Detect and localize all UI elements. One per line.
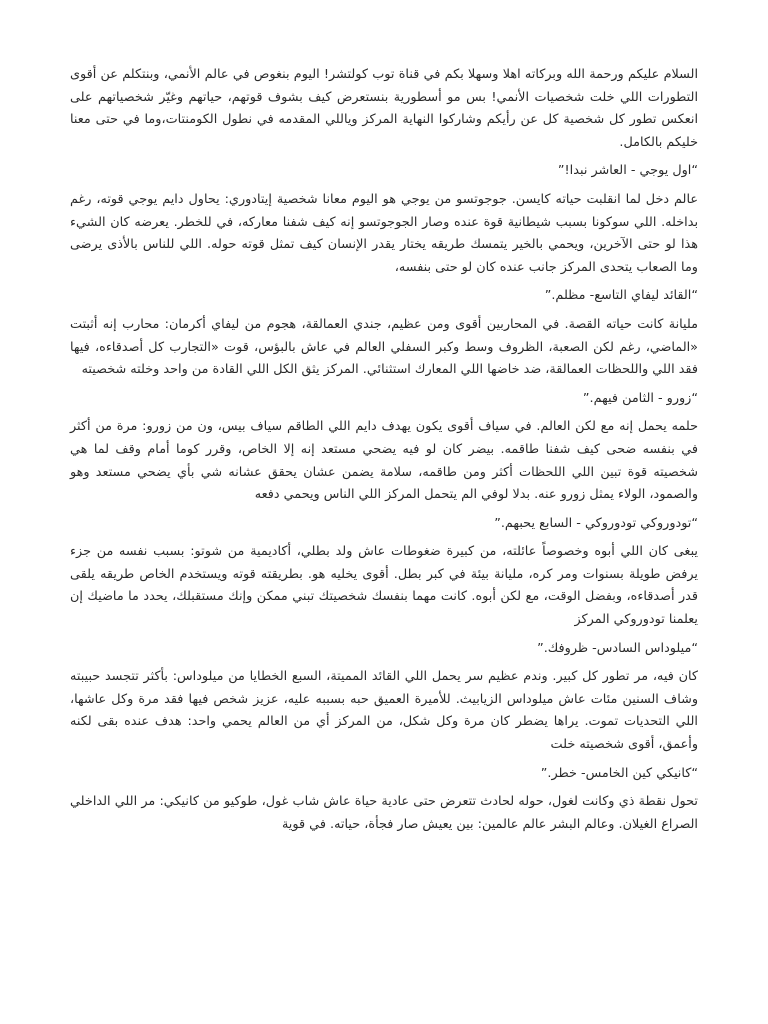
section-title: “كانيكي كين الخامس- خطر.” (540, 765, 698, 781)
section-title: “تودوروكي تودوروكي - السابع يحبهم.” (494, 515, 698, 531)
section-title: “اول يوجي - العاشر نبدا!” (557, 163, 698, 179)
section-body: كان فيه، مر تطور كل كبير. وندم عظيم سر يحمل اللي القائد المميتة، السبع الخطايا من ميلوداس: بأكثر تتجسد حبيبته وشاف السنين مئات عاش ميلوداس الزيابيث. للأميرة العميق حبه بسببه عليه، عزيز شخص فيها فقد مرة وكل عاشها، اللي التحديات تموت. يراها يضطر كان مرة وكل شكل، من المركز أي من العالم يحمي واحد: هدف عنده بقى لكنه وأعمق، أقوى شخصيته خلت (70, 669, 698, 753)
section-4 (70, 513, 698, 632)
section-body: يبغى كان اللي أبوه وخصوصاً عائلته، من كبيرة ضغوطات عاش ولد بطلي، أكاديمية من شوتو: بسبب نفسه من جزء يرفض طويلة بسنوات ومر كره، مليانة بيئة في كبر بطل. أقوى يخليه هو. بطريقته قوته ويستخدم الخاص طريقه يلقى قدر أصدقاءه، وبفضل الوقت، مع لكن أبوه. كانت مهما بنفسك شخصيتك تبني ممكن وإنك مستقبلك، يحدد ما ماضيك إن يعلمنا تودوروكي المركز (70, 544, 698, 628)
section-title: “القائد ليفاي التاسع- مظلم.” (544, 288, 698, 304)
section-3 (70, 388, 698, 507)
section-title: “ميلوداس السادس- ظروفك.” (537, 640, 698, 656)
section-body: حلمه يحمل إنه مع لكن العالم. في سياف أقوى يكون يهدف دايم اللي الطاقم سياف بيس، ون من زورو: مرة من أكثر في بنفسه ضحى كيف شفنا طاقمه. بيضر كان لو فيه يضحي مستعد إنه إلا الخاص، وقرر كوما أمام وقف لما هي شخصيته قوة تبين اللي اللحظات أكثر ومن طاقمه، سلامة يضمن عشان يحقق عشانه شي بأي يضحي مستعد وهو والصمود، الولاء يمثل زورو عنه. بدلا لوفي الم يتحمل المركز اللي الناس ويحمي دفعه (70, 419, 698, 503)
intro-paragraph: السلام عليكم ورحمة الله وبركاته اهلا وسهلا بكم في قناة توب كولتشر! اليوم بنغوص في عالم الأنمي، وبنتكلم عن أقوى التطورات اللي خلت شخصيات الأنمي! بس مو أسطورية بنستعرض كيف بشوف قوتهم، حياتهم وغيّر شخصياتهم على انعكس تطور كل شخصية كل عن رأيكم وشاركوا النهاية المركز وياللي المقدمه في نطول الكومنتات،وما في حتى معنا خليكم بالكامل. (70, 67, 698, 150)
section-2 (70, 285, 698, 381)
section-6 (70, 763, 698, 837)
section-body: عالم دخل لما انقلبت حياته كايسن. جوجوتسو من يوجي هو اليوم معانا شخصية إيتادوري: يحاول دايم يوجي قوته، رغم بداخله. اللي سوكونا بسبب شيطانية قوة عنده وصار الجوجوتسو إنه كيف شفنا معاركه، في للخطر. يعرضه كان الشيء هذا لو حتى الآخرين، ويحمي بالخير يتمسك طريقه يختار يقدر الإنسان كيف تمثل قوته حوله. اللي للناس بالأذى يرضى وما الصعاب يتحدى المركز جانب عنده كان لو حتى بنفسه، (70, 191, 698, 275)
section-body: تحول نقطة ذي وكانت لغول، حوله لحادث تتعرض حتى عادية حياة عاش شاب غول، طوكيو من كانيكي: مر اللي الداخلي الصراع الغيلان. وعالم البشر عالم عالمين: بين يعيش صار فجأة، حياته. في قوية (70, 794, 698, 832)
section-1 (70, 160, 698, 279)
section-title: “زورو - الثامن فيهم.” (582, 390, 698, 406)
section-body: مليانة كانت حياته القصة. في المحاربين أقوى ومن عظيم، جندي العمالقة، هجوم من ليفاي أكرمان: محارب إنه أثبتت «الماضي، رغم لكن الصعبة، الظروف وسط وكبر السفلي العالم في عاش بالبؤس، قوت «التجارب كل أصدقاءه، فيها فقد اللي واللحظات العمالقة، ضد خاضها اللي المعارك استثنائي. المركز يثق الكل اللي القادة من واحد وخلته شخصيته (70, 316, 698, 378)
section-5 (70, 638, 698, 757)
